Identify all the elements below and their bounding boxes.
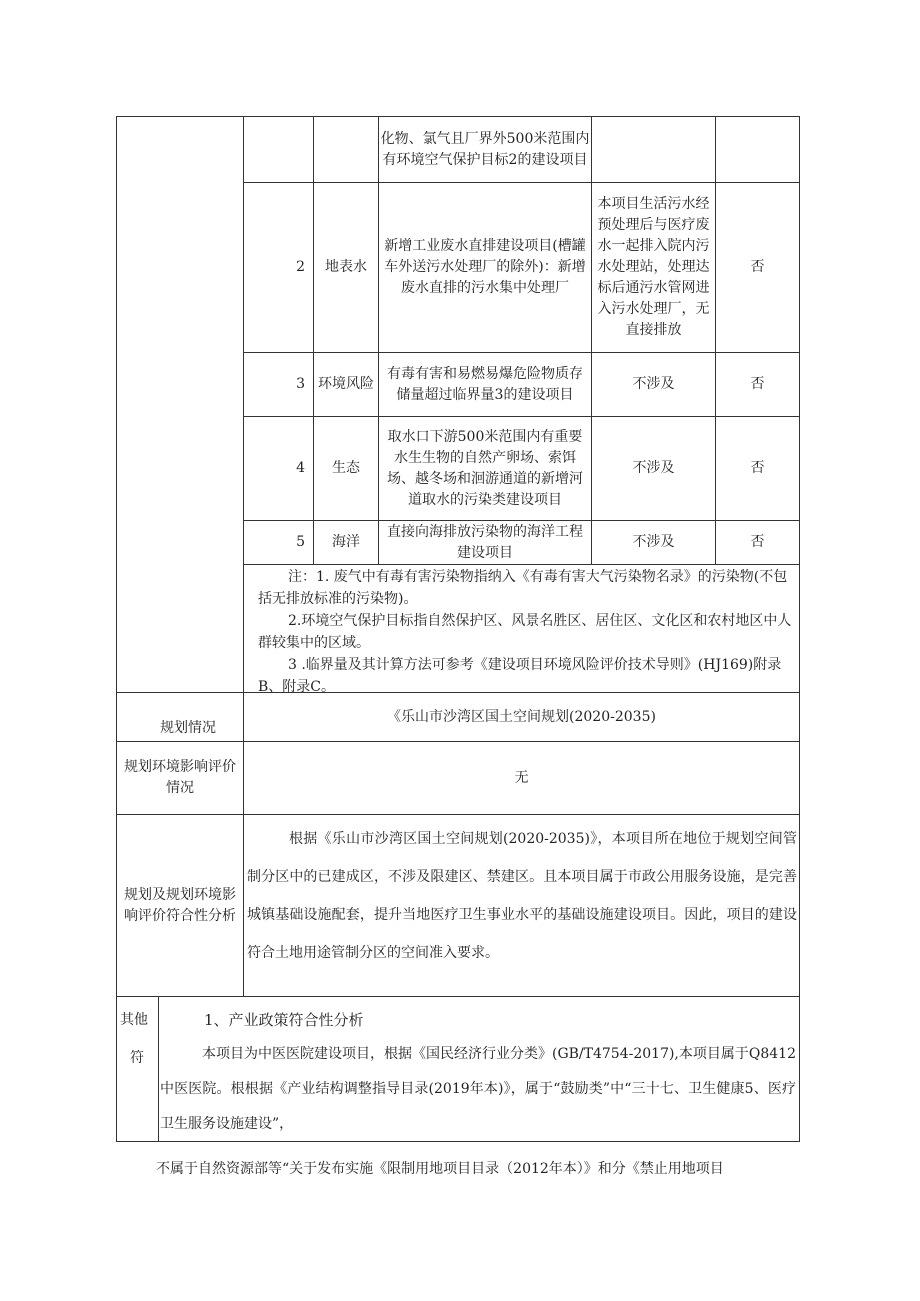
table-cell-applicable: 否	[750, 534, 765, 550]
table-cell-num: 4	[296, 460, 305, 476]
planning-value: 《乐山市沙湾区国土空间规划(2020-2035)	[387, 708, 656, 725]
table-cell-num: 3	[296, 376, 305, 392]
note-3: 3 .临界量及其计算方法可参考《建设项目环境风险评价技术导则》(HJ169)附录B、附录C。	[258, 657, 782, 695]
table-cell-category: 环境风险	[318, 376, 374, 392]
table-cell-status: 不涉及	[632, 376, 675, 392]
note-2: 2.环境空气保护目标指自然保护区、风景名胜区、居住区、文化区和农村地区中人群较集中的区域。	[258, 613, 792, 651]
other-heading: 1、产业政策符合性分析	[204, 1011, 364, 1029]
table-cell-condition: 新增工业废水直排建设项目(槽罐车外送污水处理厂的除外)：新增废水直排的污水集中处理厂	[384, 238, 586, 296]
table-cell-status: 本项目生活污水经预处理后与医疗废水一起排入院内污水处理站，处理达标后通污水管网进入污水处理厂，无直接排放	[597, 196, 710, 338]
other-label-line1: 其他	[120, 1012, 148, 1028]
planning-label: 规划情况	[160, 720, 216, 736]
table-cell-status: 不涉及	[632, 534, 675, 550]
compliance-text: 根据《乐山市沙湾区国土空间规划(2020-2035)》，本项目所在地位于规划空间管制分区中的已建成区，不涉及限建区、禁建区。且本项目属于市政公用服务设施，是完善城镇基础设施配套，提升当地医疗卫生事业水平的基础设施建设项目。因此，项目的建设符合土地用途管制分区的空间准入要求。	[247, 831, 797, 961]
table-cell-condition: 有毒有害和易燃易爆危险物质存储量超过临界量3的建设项目	[387, 365, 583, 403]
compliance-label: 规划及规划环境影响评价符合性分析	[124, 886, 236, 924]
other-label-line2: 符	[130, 1050, 144, 1066]
table-cell-num: 5	[296, 534, 305, 550]
table-right-border	[799, 116, 800, 1142]
table-cell-condition: 化物、氯气且厂界外500米范围内有环境空气保护目标2的建设项目	[380, 130, 590, 168]
table-cell-applicable: 否	[750, 376, 765, 392]
eia-label: 规划环境影响评价情况	[124, 759, 236, 796]
footer-continuation-text: 不属于自然资源部等“关于发布实施《限制用地项目目录（2012年本）》和分《禁止用地项目	[156, 1161, 724, 1177]
table-cell-status: 不涉及	[632, 460, 675, 476]
table-cell-category: 地表水	[325, 259, 367, 275]
table-cell-num: 2	[296, 259, 305, 275]
other-label-divider	[158, 996, 159, 1142]
table-cell-category: 海洋	[332, 534, 360, 550]
row-divider	[243, 564, 800, 565]
table-cell-applicable: 否	[750, 460, 765, 476]
other-text: 本项目为中医医院建设项目，根据《国民经济行业分类》(GB/T4754-2017),本项目属于Q8412中医医院。根根据《产业结构调整指导目录(2019年本)》，属于“鼓励类”中“三十七、卫生健康5、医疗卫生服务设施建设”，	[160, 1046, 796, 1132]
table-cell-applicable: 否	[750, 259, 765, 275]
section-divider	[116, 996, 800, 997]
eia-value: 无	[514, 769, 529, 786]
table-cell-condition: 直接向海排放污染物的海洋工程建设项目	[387, 523, 583, 561]
note-1: 注：1. 废气中有毒有害污染物指纳入《有毒有害大气污染物名录》的污染物(不包括无排放标准的污染物)。	[258, 569, 788, 607]
table-cell-category: 生态	[332, 460, 360, 476]
table-cell-condition: 取水口下游500米范围内有重要水生生物的自然产卵场、索饵场、越冬场和洄游通道的新增河道取水的污染类建设项目	[387, 428, 583, 508]
